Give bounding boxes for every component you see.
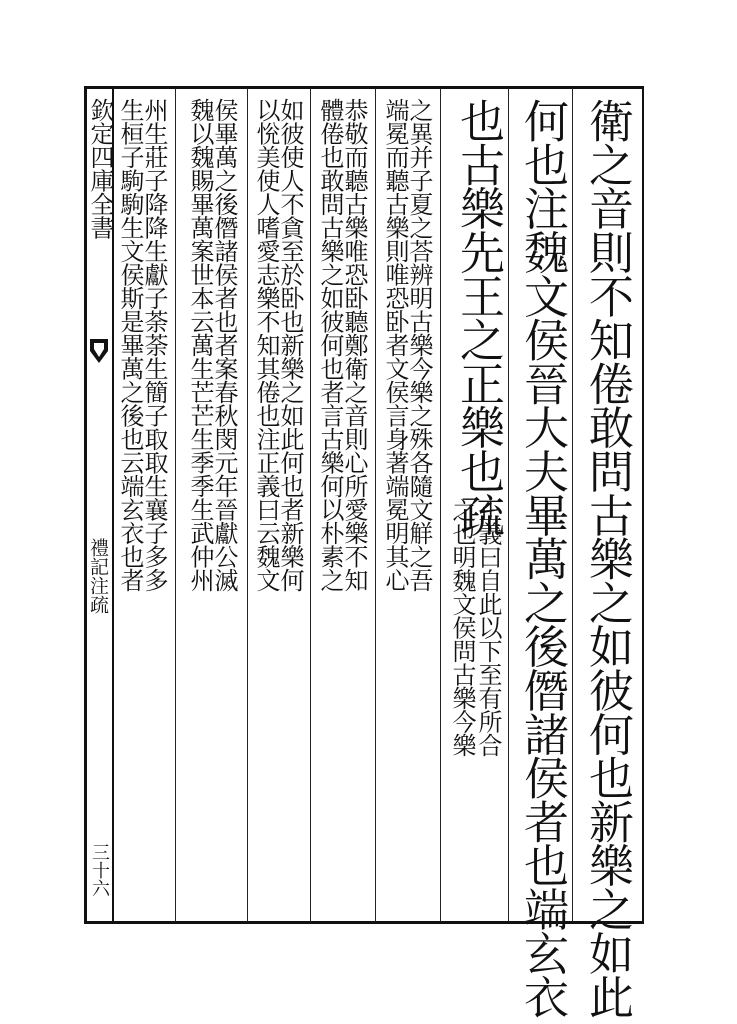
- column-rule: [440, 88, 441, 922]
- annotation-left: 端冕而聽古樂則唯恐卧者文侯言身著端冕明其心: [381, 98, 409, 592]
- annotation-left: 生桓子駒駒生文侯斯是畢萬之後也云端玄衣也者: [116, 98, 144, 592]
- annotation-column-7: [186, 98, 238, 913]
- column-rule: [310, 88, 311, 922]
- text-column-2: 何也注魏文侯晉大夫畢萬之後僭諸侯者也端玄衣: [516, 98, 569, 1018]
- annotation-left: 之也明魏文侯問古樂今樂: [448, 498, 476, 757]
- annotation-column-8: [116, 98, 168, 913]
- column-rule: [375, 88, 376, 922]
- book-title: 禮記注疏: [87, 538, 109, 614]
- annotation-left: 魏以魏賜畢萬案世本云萬生芒芒生季季生武仲州: [186, 98, 214, 592]
- annotation-right: 侯畢萬之後僭諸侯者也者案春秋閔元年晉獻公滅: [210, 98, 238, 592]
- column-rule: [247, 88, 248, 922]
- column-rule: [175, 88, 176, 922]
- annotation-left: 以恱美使人嗜愛志樂不知其倦也注正義曰云魏文: [252, 98, 280, 592]
- annotation-right: 正義曰自此以下至有所合: [474, 498, 502, 757]
- annotation-column-5: [316, 98, 368, 913]
- annotation-column-6: [252, 98, 304, 913]
- page-number: 三十六: [89, 843, 110, 897]
- text-column-1: 衛之音則不知倦敢問古樂之如彼何也新樂之如此: [581, 98, 634, 1018]
- text-column-3: [450, 98, 506, 913]
- annotation-column-4: [381, 98, 433, 913]
- annotation-right: 之異并子夏之荅辨明古樂今樂之殊各隨文觧之吾: [405, 98, 433, 592]
- column-rule: [572, 88, 573, 922]
- fish-tail-mark-icon: [88, 337, 110, 367]
- column-rule: [508, 88, 509, 922]
- annotation-left: 體倦也敢問古樂之如彼何也者言古樂何以朴素之: [316, 98, 344, 592]
- annotation-right: 恭敬而聽古樂唯恐卧聽鄭衛之音則心所愛樂不知: [340, 98, 368, 592]
- annotation-right: 州生莊子降降生獻子荼荼生簡子取取生襄子多多: [140, 98, 168, 592]
- text-column-3-main: 也古樂先王之正樂也疏: [452, 98, 505, 537]
- annotation-right: 如彼使人不貪至於卧也新樂之如此何也者新樂何: [276, 98, 304, 592]
- collection-title: 欽定四庫全書: [86, 98, 114, 239]
